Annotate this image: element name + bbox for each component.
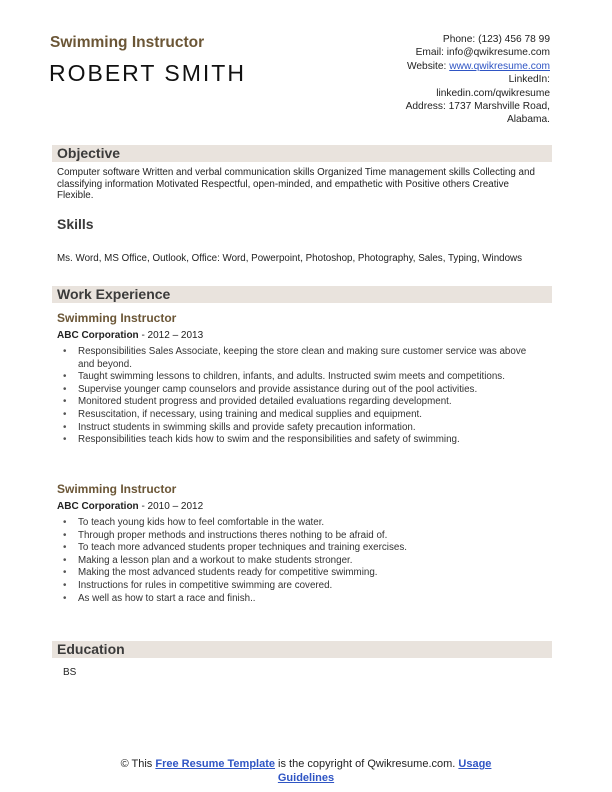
footer-middle: is the copyright of Qwikresume.com. — [275, 758, 459, 770]
list-item: • Making a lesson plan and a workout to make students stronger. — [63, 555, 543, 568]
job-1-bullets — [63, 346, 543, 447]
job-1-company: ABC Corporation — [57, 330, 139, 341]
job-2-company: ABC Corporation — [57, 501, 139, 512]
contact-email: Email: info@qwikresume.com — [415, 47, 550, 59]
list-item: • As well as how to start a race and finish.. — [63, 593, 543, 606]
list-item: • Making the most advanced students ready for competitive swimming. — [63, 567, 543, 580]
contact-address-line2: Alabama. — [506, 114, 550, 126]
education-header-bar — [52, 641, 552, 658]
list-item: • Responsibilities teach kids how to swim and the responsibilities and safety of swimming. — [63, 434, 543, 447]
usage-guidelines-link-part1[interactable]: Usage — [458, 758, 492, 770]
list-item: • Monitored student progress and provided detailed evaluations regarding development. — [63, 396, 543, 409]
skills-text: Ms. Word, MS Office, Outlook, Office: Word, Powerpoint, Photoshop, Photography, Sales, Typing, Windows — [57, 253, 523, 264]
job-1-company-line — [57, 330, 203, 341]
email-value: info@qwikresume.com — [446, 47, 550, 59]
contact-address: Address: 1737 Marshville Road, — [405, 101, 550, 113]
website-link[interactable]: www.qwikresume.com — [449, 60, 550, 72]
contact-linkedin-label: LinkedIn: — [508, 74, 550, 86]
objective-header-bar — [52, 145, 552, 162]
job-2-bullets — [63, 517, 543, 605]
list-item: • Through proper methods and instructions theres nothing to be afraid of. — [63, 530, 543, 543]
list-item: • Instructions for rules in competitive swimming are covered. — [63, 580, 543, 593]
list-item: • Taught swimming lessons to children, infants, and adults. Instructed swim meets and competitions. — [63, 371, 543, 384]
objective-text: Computer software Written and verbal communication skills Organized Time management skills Collecting and classifying information Motivated Respectful, open-minded, and empathetic with Positive others Creative Flexible. — [57, 167, 535, 202]
work-experience-heading: Work Experience — [57, 286, 171, 302]
contact-phone: Phone: (123) 456 78 99 — [442, 34, 550, 45]
footer-prefix: © This — [120, 758, 156, 770]
job-1-title: Swimming Instructor — [57, 311, 177, 325]
list-item: • To teach young kids how to feel comfortable in the water. — [63, 517, 543, 530]
objective-heading: Objective — [57, 145, 121, 161]
contact-block — [406, 33, 550, 127]
list-item: • Supervise younger camp counselors and provide assistance during out of the pool activities. — [63, 384, 543, 397]
candidate-name: ROBERT SMITH — [49, 60, 246, 86]
phone-value: (123) 456 78 99 — [478, 34, 550, 45]
job-2-title: Swimming Instructor — [57, 482, 177, 496]
contact-website: Website: www.qwikresume.com — [406, 60, 550, 72]
contact-linkedin-value: linkedin.com/qwikresume — [436, 87, 550, 99]
job-2-company-line — [57, 501, 203, 512]
education-heading: Education — [57, 641, 125, 657]
copyright-footer — [0, 757, 612, 785]
usage-guidelines-link-part2[interactable]: Guidelines — [277, 772, 335, 784]
list-item: • Responsibilities Sales Associate, keeping the store clean and making sure customer service was above and beyond. — [63, 346, 543, 371]
skills-heading: Skills — [57, 216, 94, 232]
job-2-dates: - 2010 – 2012 — [138, 501, 204, 512]
free-resume-template-link[interactable]: Free Resume Template — [155, 758, 275, 770]
list-item: • Resuscitation, if necessary, using training and medical supplies and equipment. — [63, 409, 543, 422]
list-item: • Instruct students in swimming skills and provide safety precaution information. — [63, 422, 543, 435]
list-item: • To teach more advanced students proper techniques and training exercises. — [63, 542, 543, 555]
resume-job-title: Swimming Instructor — [50, 34, 205, 51]
education-text: BS — [63, 667, 77, 678]
job-1-dates: - 2012 – 2013 — [138, 330, 204, 341]
